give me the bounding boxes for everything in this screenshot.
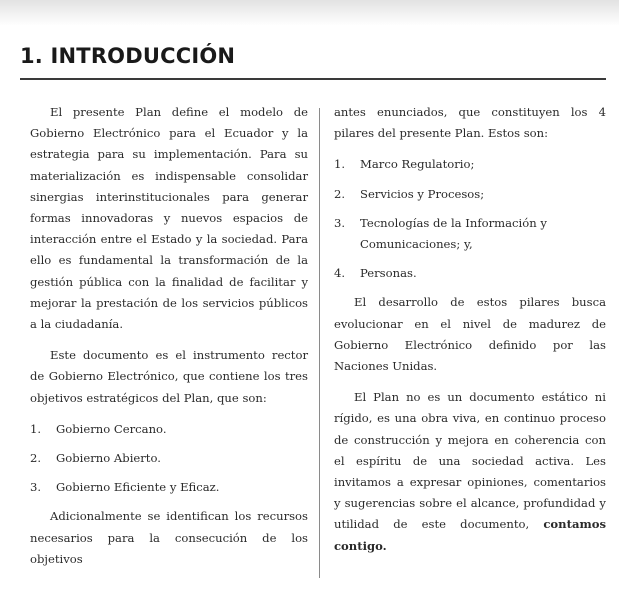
list-item: [30, 419, 308, 440]
list-item-number: 1.: [334, 157, 346, 172]
list-item-number: 4.: [334, 266, 346, 281]
list-item: [334, 263, 606, 284]
intro-paragraph: El presente Plan define el modelo de Gobierno Electrónico para el Ecuador y la estrategia para su implementación. Para su materialización es indispensable consolidar sinergias interinstitucionales para generar formas innovadoras y nuevos espacios de interacción entre el Estado y la sociedad. Para ello es fundamental la transformación de la gestión pública con la finalidad de facilitar y mejorar la prestación de los servicios públicos a la ciudadanía.: [30, 105, 308, 332]
page-top-shadow: [0, 0, 619, 26]
list-item-number: 1.: [30, 421, 42, 436]
pillars-intro-paragraph: antes enunciados, que constituyen los 4 pilares del presente Plan. Estos son:: [334, 105, 606, 141]
list-item-number: 3.: [30, 480, 42, 495]
list-item: [30, 477, 308, 498]
heading-rule: [20, 78, 606, 80]
section-heading: 1. INTRODUCCIÓN: [20, 44, 236, 68]
left-column: [30, 102, 308, 580]
list-item-number: 2.: [30, 451, 42, 466]
right-column: [334, 102, 606, 567]
objectives-list: [30, 419, 308, 499]
list-item-text: Gobierno Cercano.: [56, 421, 167, 436]
list-item-text: Gobierno Eficiente y Eficaz.: [56, 480, 220, 495]
closing-phrase: contamos contigo.: [334, 517, 606, 553]
list-item-text: Personas.: [360, 266, 417, 281]
invitation-paragraph: [334, 387, 606, 557]
resources-paragraph: Adicionalmente se identifican los recursos necesarios para la consecución de los objetivos: [30, 509, 308, 566]
column-divider: [319, 108, 320, 578]
list-item: [334, 213, 606, 255]
list-item-text: Marco Regulatorio;: [360, 157, 475, 172]
list-item: [334, 184, 606, 205]
list-item-text: Servicios y Procesos;: [360, 186, 485, 201]
invitation-text: El Plan no es un documento estático ni rígido, es una obra viva, en continuo proceso de construcción y mejora en coherencia con el espíritu de una sociedad activa. Les invitamos a expresar opiniones, comentarios y sugerencias sobre el alcance, profundidad y utilidad de este documento,: [334, 390, 606, 532]
list-item-number: 3.: [334, 215, 346, 230]
development-paragraph: El desarrollo de estos pilares busca evolucionar en el nivel de madurez de Gobierno Electrónico definido por las Naciones Unidas.: [334, 295, 606, 374]
list-item-text: Gobierno Abierto.: [56, 451, 161, 466]
list-item-text: Tecnologías de la Información y Comunicaciones; y,: [360, 215, 547, 252]
objectives-intro-paragraph: Este documento es el instrumento rector de Gobierno Electrónico, que contiene los tres objetivos estratégicos del Plan, que son:: [30, 348, 308, 405]
list-item-number: 2.: [334, 186, 346, 201]
pillars-list: [334, 154, 606, 284]
list-item: [334, 154, 606, 175]
list-item: [30, 448, 308, 469]
